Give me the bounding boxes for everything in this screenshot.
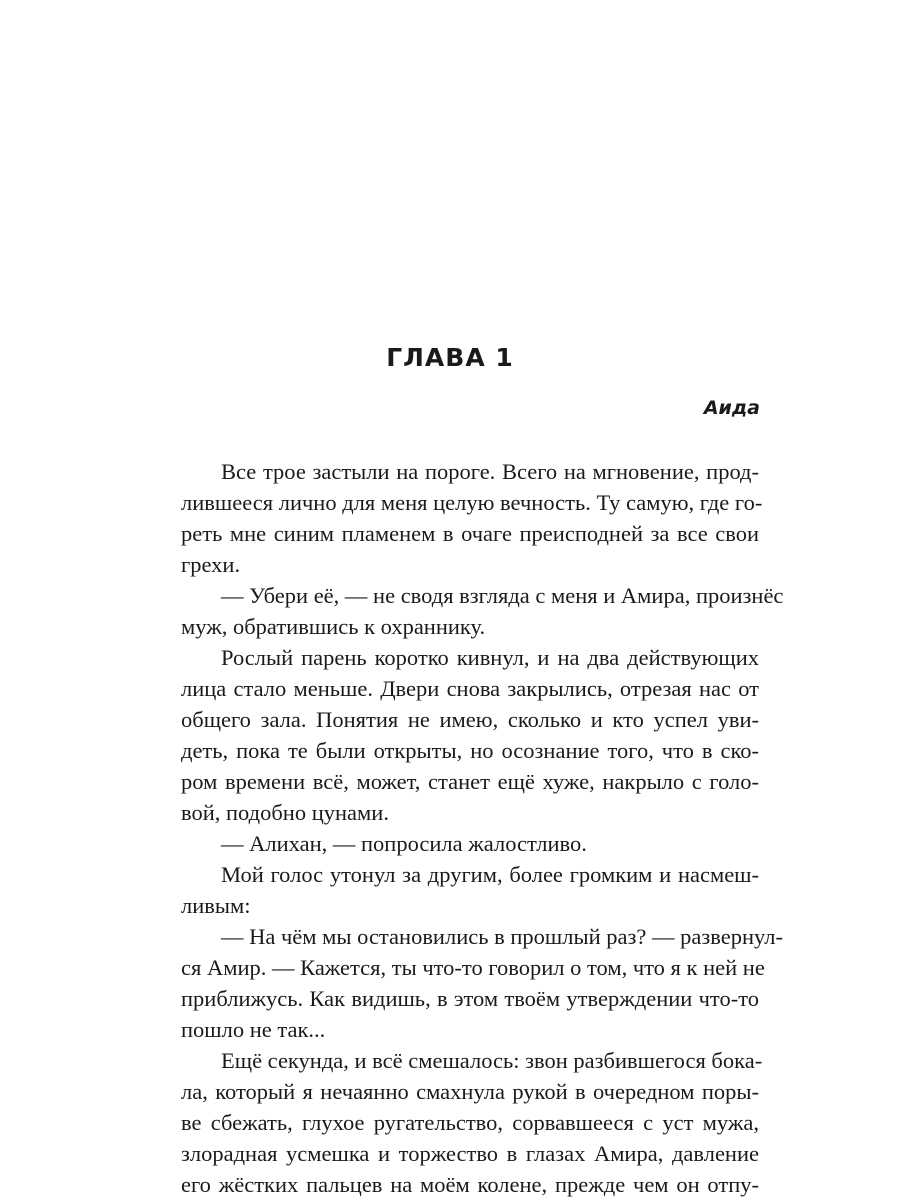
pov-character-name: Аида	[703, 397, 760, 419]
text-line: пошло не так...	[181, 1017, 326, 1042]
text-line: Все трое застыли на пороге. Всего на мгновение, прод-	[221, 459, 759, 484]
text-line: ливым:	[181, 893, 251, 918]
text-line: приближусь. Как видишь, в этом твоём утверждении что-то	[181, 986, 759, 1011]
text-line: — Убери её, — не сводя взгляда с меня и Амира, произнёс	[221, 583, 784, 608]
text-line: злорадная усмешка и торжество в глазах Амира, давление	[181, 1141, 759, 1166]
paragraph	[141, 921, 783, 1045]
chapter-body	[141, 456, 784, 1200]
text-line: муж, обратившись к охраннику.	[181, 614, 486, 639]
text-line: грехи.	[181, 552, 241, 577]
text-line: лившееся лично для меня целую вечность. Ту самую, где го-	[181, 490, 763, 515]
text-line: ся Амир. — Кажется, ты что-то говорил о том, что я к ней не	[181, 955, 765, 980]
text-line: его жёстких пальцев на моём колене, прежде чем он отпу-	[181, 1172, 759, 1197]
chapter-title: ГЛАВА 1	[386, 343, 514, 372]
paragraph	[141, 456, 763, 580]
text-line: — Алихан, — попросила жалостливо.	[221, 831, 587, 856]
text-line: ром времени всё, может, станет ещё хуже, накрыло с голо-	[181, 769, 759, 794]
text-line: вой, подобно цунами.	[181, 800, 389, 825]
paragraph	[141, 1045, 763, 1200]
paragraph	[141, 828, 759, 859]
text-line: Ещё секунда, и всё смешалось: звон разбившегося бока-	[221, 1048, 763, 1073]
text-line: лица стало меньше. Двери снова закрылись, отрезая нас от	[181, 676, 759, 701]
paragraph	[141, 859, 759, 921]
text-line: Рослый парень коротко кивнул, и на два действующих	[221, 645, 759, 670]
text-line: Мой голос утонул за другим, более громким и насмеш-	[221, 862, 759, 887]
text-line: общего зала. Понятия не имею, сколько и кто успел уви-	[181, 707, 759, 732]
text-line: ве сбежать, глухое ругательство, сорвавшееся с уст мужа,	[181, 1110, 759, 1135]
text-line: деть, пока те были открыты, но осознание того, что в ско-	[181, 738, 759, 763]
paragraph	[141, 642, 759, 828]
text-line: ла, который я нечаянно смахнула рукой в очередном поры-	[181, 1079, 759, 1104]
text-line: реть мне синим пламенем в очаге преисподней за все свои	[181, 521, 759, 546]
paragraph	[141, 580, 784, 642]
text-line: — На чём мы остановились в прошлый раз? — развернул-	[221, 924, 783, 949]
